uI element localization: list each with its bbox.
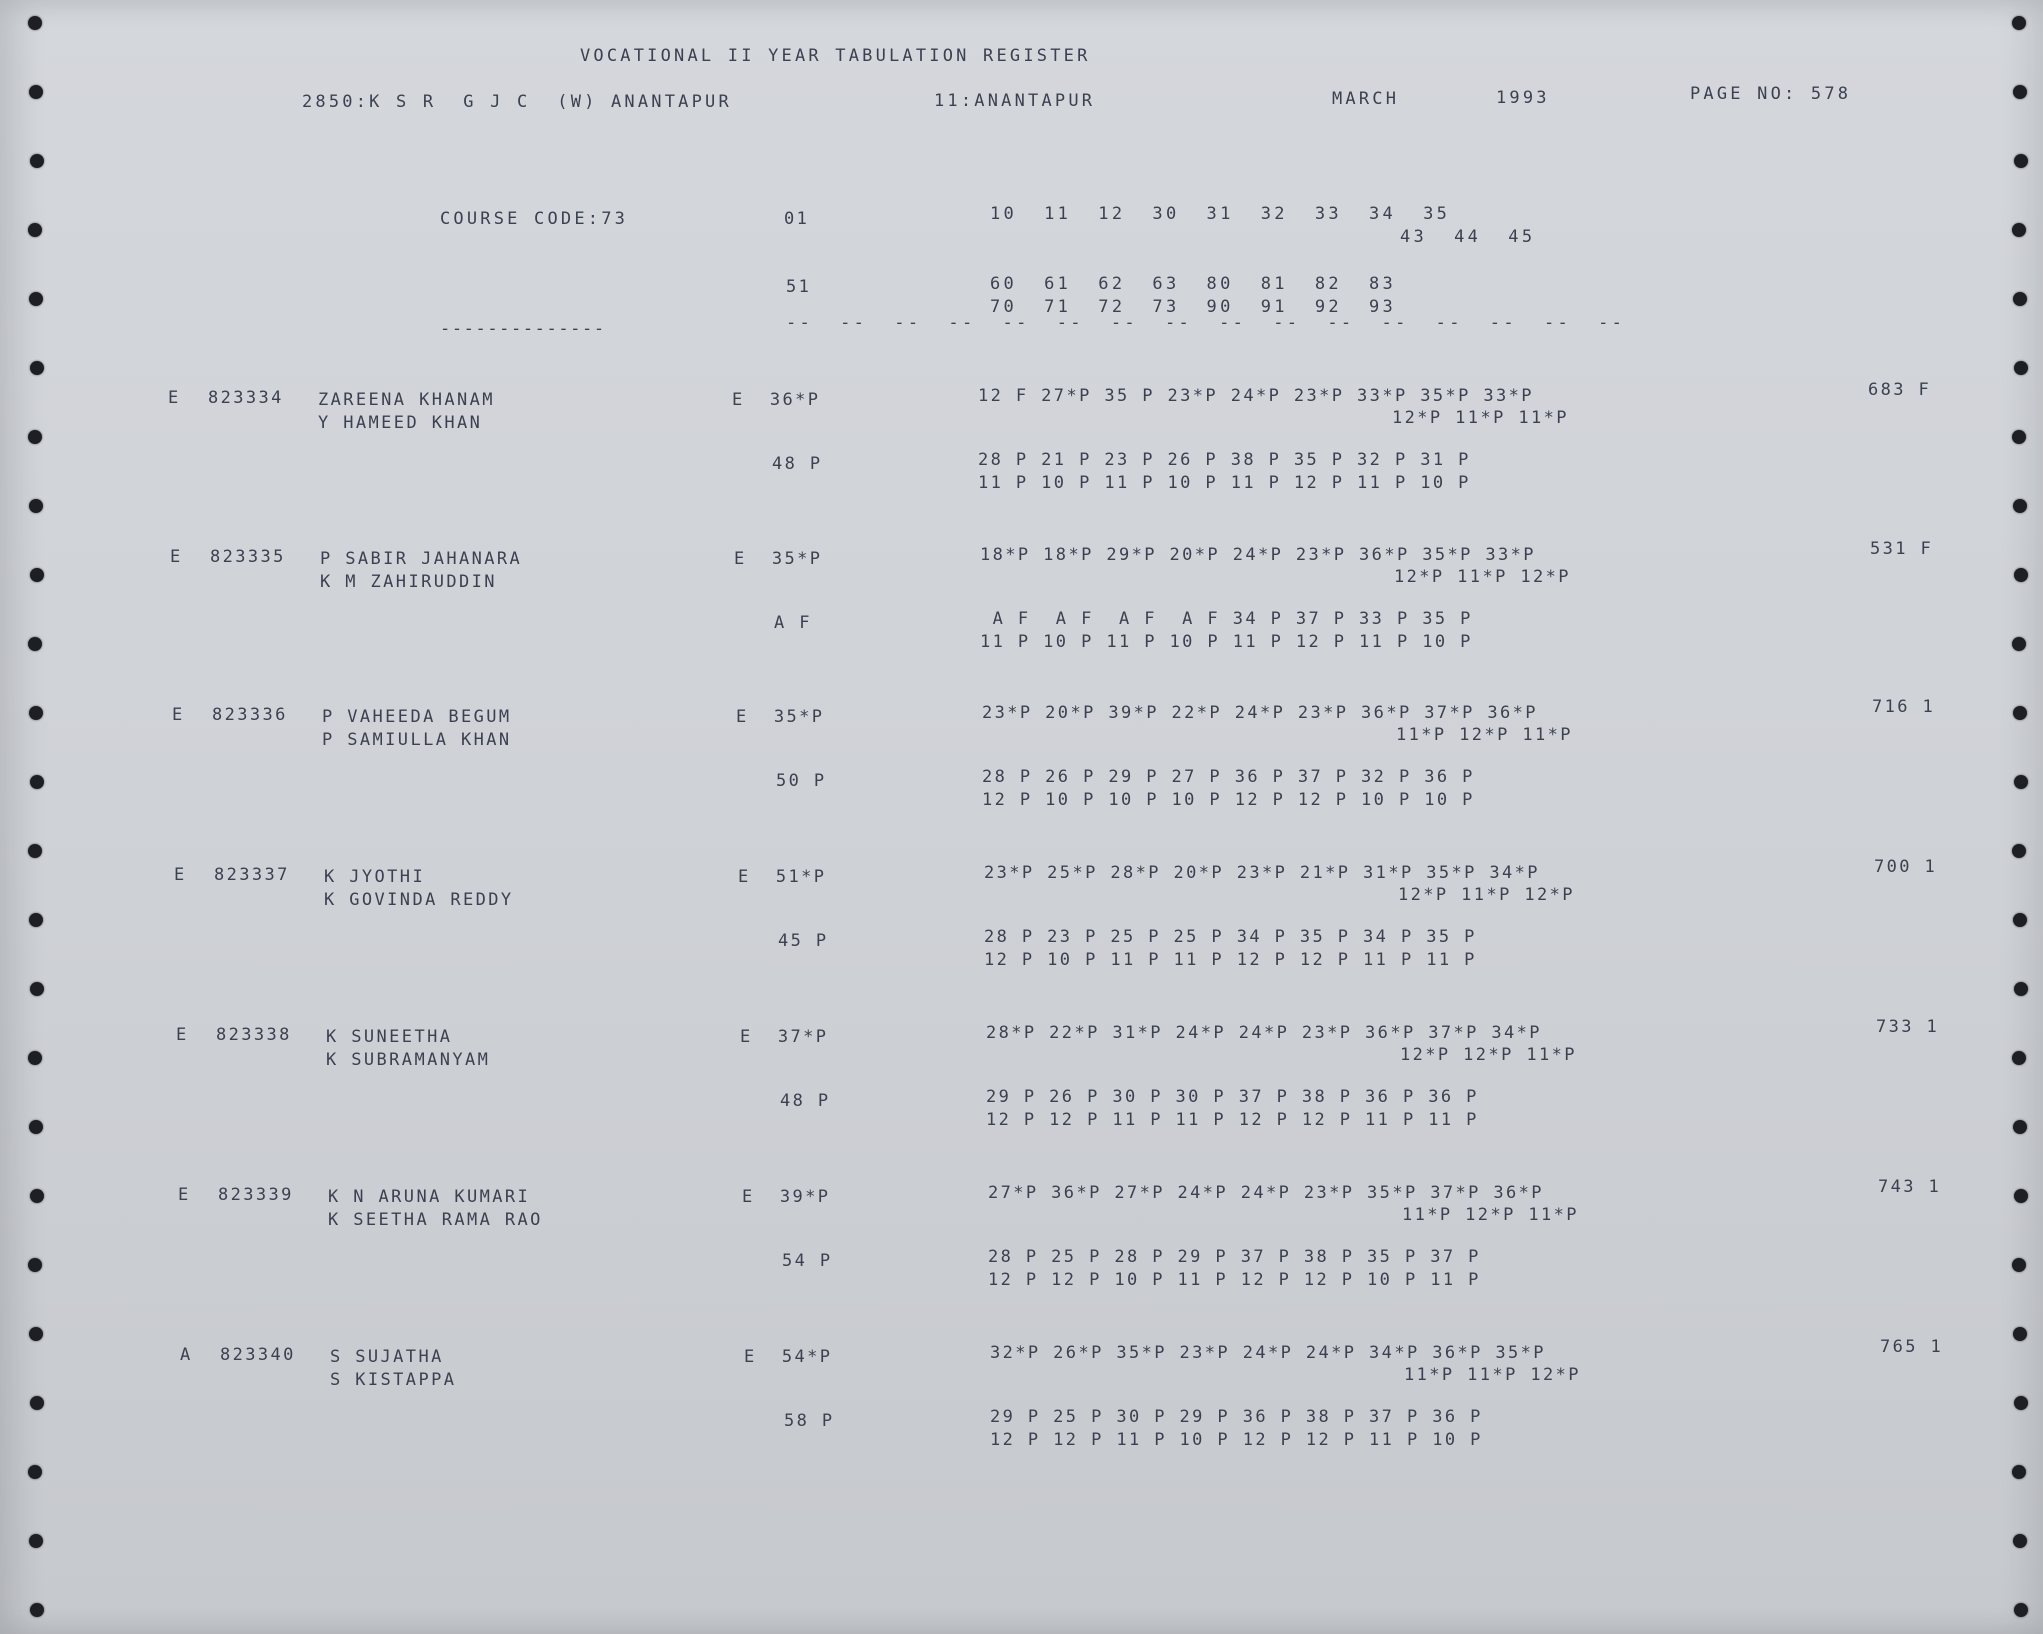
subject-marks: 23*P 25*P 28*P 20*P 23*P 21*P 31*P 35*P 34*P [984,863,1540,883]
code-row2: 60 61 62 63 80 81 82 83 [990,274,1397,294]
tractor-hole [29,1120,43,1134]
vocational-marks-sub: 12 P 10 P 10 P 10 P 12 P 12 P 10 P 10 P [982,790,1475,810]
student-name: S SUJATHA [330,1347,444,1367]
register-number: 823337 [214,865,290,885]
subject-marks-sub: 11*P 12*P 11*P [1402,1205,1579,1225]
register-number: 823335 [210,547,286,567]
register-number: 823336 [212,705,288,725]
tractor-hole [2014,1603,2028,1617]
tractor-hole [29,913,43,927]
tractor-hole [2012,637,2026,651]
tractor-hole [2013,1327,2027,1341]
tractor-hole [2012,223,2026,237]
header-underline-left: -------------- [440,319,606,339]
subject-marks: 23*P 20*P 39*P 22*P 24*P 23*P 36*P 37*P 36*P [982,703,1538,723]
tractor-hole [30,361,44,375]
parent-name: K GOVINDA REDDY [324,890,514,910]
subject-marks-sub: 11*P 12*P 11*P [1396,725,1573,745]
register-number: 823334 [208,388,284,408]
total-result: 716 1 [1872,697,1936,717]
code-row1: 10 11 12 30 31 32 33 34 35 [990,204,1451,224]
second-language-mark: 48 P [780,1091,831,1111]
tractor-hole [2014,361,2028,375]
vocational-marks: 28 P 21 P 23 P 26 P 38 P 35 P 32 P 31 P [978,450,1471,470]
register-number: 823338 [216,1025,292,1045]
vocational-marks-sub: 12 P 10 P 11 P 11 P 12 P 12 P 11 P 11 P [984,950,1477,970]
subject-marks-sub: 12*P 11*P 11*P [1392,408,1569,428]
tractor-hole [29,1534,43,1548]
student-name: ZAREENA KHANAM [318,390,495,410]
student-name: P SABIR JAHANARA [320,549,523,569]
tractor-hole [29,85,43,99]
subject-marks: 27*P 36*P 27*P 24*P 24*P 23*P 35*P 37*P 36*P [988,1183,1544,1203]
tractor-hole [2014,775,2028,789]
tractor-hole [2012,1051,2026,1065]
vocational-marks-sub: 11 P 10 P 11 P 10 P 11 P 12 P 11 P 10 P [978,473,1471,493]
vocational-marks: 29 P 25 P 30 P 29 P 36 P 38 P 37 P 36 P [990,1407,1483,1427]
second-language-mark: 45 P [778,931,829,951]
tractor-hole [2012,430,2026,444]
subject-marks: 12 F 27*P 35 P 23*P 24*P 23*P 33*P 35*P 33*P [978,386,1534,406]
tractor-hole [29,292,43,306]
tractor-hole [2012,16,2026,30]
subject-marks: 28*P 22*P 31*P 24*P 24*P 23*P 36*P 37*P 34*P [986,1023,1542,1043]
tractor-hole [2013,1534,2027,1548]
register-number: 823340 [220,1345,296,1365]
tractor-hole [28,1465,42,1479]
tractor-hole [2013,706,2027,720]
second-language-mark: 54 P [782,1251,833,1271]
tractor-hole [2013,85,2027,99]
subject-marks-sub: 11*P 11*P 12*P [1404,1365,1581,1385]
subject-marks-sub: 12*P 11*P 12*P [1398,885,1575,905]
second-language-mark: 58 P [784,1411,835,1431]
code-row1-sub: 43 44 45 [1400,227,1536,247]
result-status: A [180,1345,193,1365]
result-status: E [172,705,185,725]
result-status: E [176,1025,189,1045]
language-mark: E 51*P [738,867,827,887]
tractor-hole [28,637,42,651]
tractor-hole [2014,982,2028,996]
total-result: 683 F [1868,380,1932,400]
tractor-hole [2012,1465,2026,1479]
total-result: 700 1 [1874,857,1938,877]
tractor-hole [2014,1396,2028,1410]
tractor-hole [2013,1120,2027,1134]
exam-month: MARCH [1332,89,1400,109]
tractor-hole [28,16,42,30]
total-result: 531 F [1870,539,1934,559]
second-language-mark: 48 P [772,454,823,474]
right-tractor-holes [2012,0,2042,1634]
code-row2-lead: 51 [786,277,812,297]
vocational-marks: 28 P 25 P 28 P 29 P 37 P 38 P 35 P 37 P [988,1247,1481,1267]
result-status: E [178,1185,191,1205]
vocational-marks: 28 P 23 P 25 P 25 P 34 P 35 P 34 P 35 P [984,927,1477,947]
college-name: 2850:K S R G J C (W) ANANTAPUR [302,92,732,112]
tractor-hole [2012,844,2026,858]
tractor-hole [30,1189,44,1203]
tractor-hole [30,982,44,996]
code-row1-lead: 01 [784,209,810,229]
tractor-hole [2013,499,2027,513]
tractor-hole [30,1396,44,1410]
language-mark: E 37*P [740,1027,829,1047]
total-result: 733 1 [1876,1017,1940,1037]
vocational-marks-sub: 12 P 12 P 11 P 11 P 12 P 12 P 11 P 11 P [986,1110,1479,1130]
student-name: K N ARUNA KUMARI [328,1187,531,1207]
student-name: K JYOTHI [324,867,426,887]
language-mark: E 39*P [742,1187,831,1207]
tractor-hole [28,844,42,858]
total-result: 743 1 [1878,1177,1942,1197]
vocational-marks-sub: 12 P 12 P 11 P 10 P 12 P 12 P 11 P 10 P [990,1430,1483,1450]
second-language-mark: 50 P [776,771,827,791]
vocational-marks: A F A F A F A F 34 P 37 P 33 P 35 P [980,609,1473,629]
vocational-marks-sub: 12 P 12 P 10 P 11 P 12 P 12 P 10 P 11 P [988,1270,1481,1290]
tractor-hole [29,706,43,720]
header-underline-right: -- -- -- -- -- -- -- -- -- -- -- -- -- -- -- -- [786,313,1626,333]
tractor-hole [30,1603,44,1617]
result-status: E [168,388,181,408]
parent-name: S KISTAPPA [330,1370,457,1390]
tractor-hole [30,154,44,168]
register-number: 823339 [218,1185,294,1205]
tractor-hole [2013,292,2027,306]
language-mark: E 35*P [734,549,823,569]
second-language-mark: A F [774,613,812,633]
tractor-hole [29,1327,43,1341]
register-title: VOCATIONAL II YEAR TABULATION REGISTER [580,46,1091,66]
tractor-hole [28,430,42,444]
subject-marks: 32*P 26*P 35*P 23*P 24*P 24*P 34*P 36*P 35*P [990,1343,1546,1363]
vocational-marks-sub: 11 P 10 P 11 P 10 P 11 P 12 P 11 P 10 P [980,632,1473,652]
parent-name: K M ZAHIRUDDIN [320,572,497,592]
tractor-hole [28,1051,42,1065]
tractor-hole [30,775,44,789]
tractor-hole [2014,154,2028,168]
tractor-hole [30,568,44,582]
language-mark: E 54*P [744,1347,833,1367]
vocational-marks: 28 P 26 P 29 P 27 P 36 P 37 P 32 P 36 P [982,767,1475,787]
total-result: 765 1 [1880,1337,1944,1357]
tractor-hole [2013,913,2027,927]
result-status: E [174,865,187,885]
page-number: PAGE NO: 578 [1690,84,1852,104]
student-name: K SUNEETHA [326,1027,453,1047]
left-tractor-holes [26,0,56,1634]
parent-name: Y HAMEED KHAN [318,413,483,433]
parent-name: P SAMIULLA KHAN [322,730,512,750]
result-status: E [170,547,183,567]
subject-marks-sub: 12*P 11*P 12*P [1394,567,1571,587]
language-mark: E 36*P [732,390,821,410]
language-mark: E 35*P [736,707,825,727]
vocational-marks: 29 P 26 P 30 P 30 P 37 P 38 P 36 P 36 P [986,1087,1479,1107]
district-name: 11:ANANTAPUR [934,91,1096,111]
subject-marks-sub: 12*P 12*P 11*P [1400,1045,1577,1065]
tractor-hole [2012,1258,2026,1272]
exam-year: 1993 [1496,88,1550,108]
course-code: COURSE CODE:73 [440,209,629,229]
tractor-hole [2014,1189,2028,1203]
code-row2-sub: 70 71 72 73 90 91 92 93 [990,297,1397,317]
tractor-hole [2014,568,2028,582]
tractor-hole [28,1258,42,1272]
student-name: P VAHEEDA BEGUM [322,707,512,727]
tractor-hole [28,223,42,237]
tractor-hole [29,499,43,513]
subject-marks: 18*P 18*P 29*P 20*P 24*P 23*P 36*P 35*P 33*P [980,545,1536,565]
parent-name: K SUBRAMANYAM [326,1050,491,1070]
parent-name: K SEETHA RAMA RAO [328,1210,543,1230]
